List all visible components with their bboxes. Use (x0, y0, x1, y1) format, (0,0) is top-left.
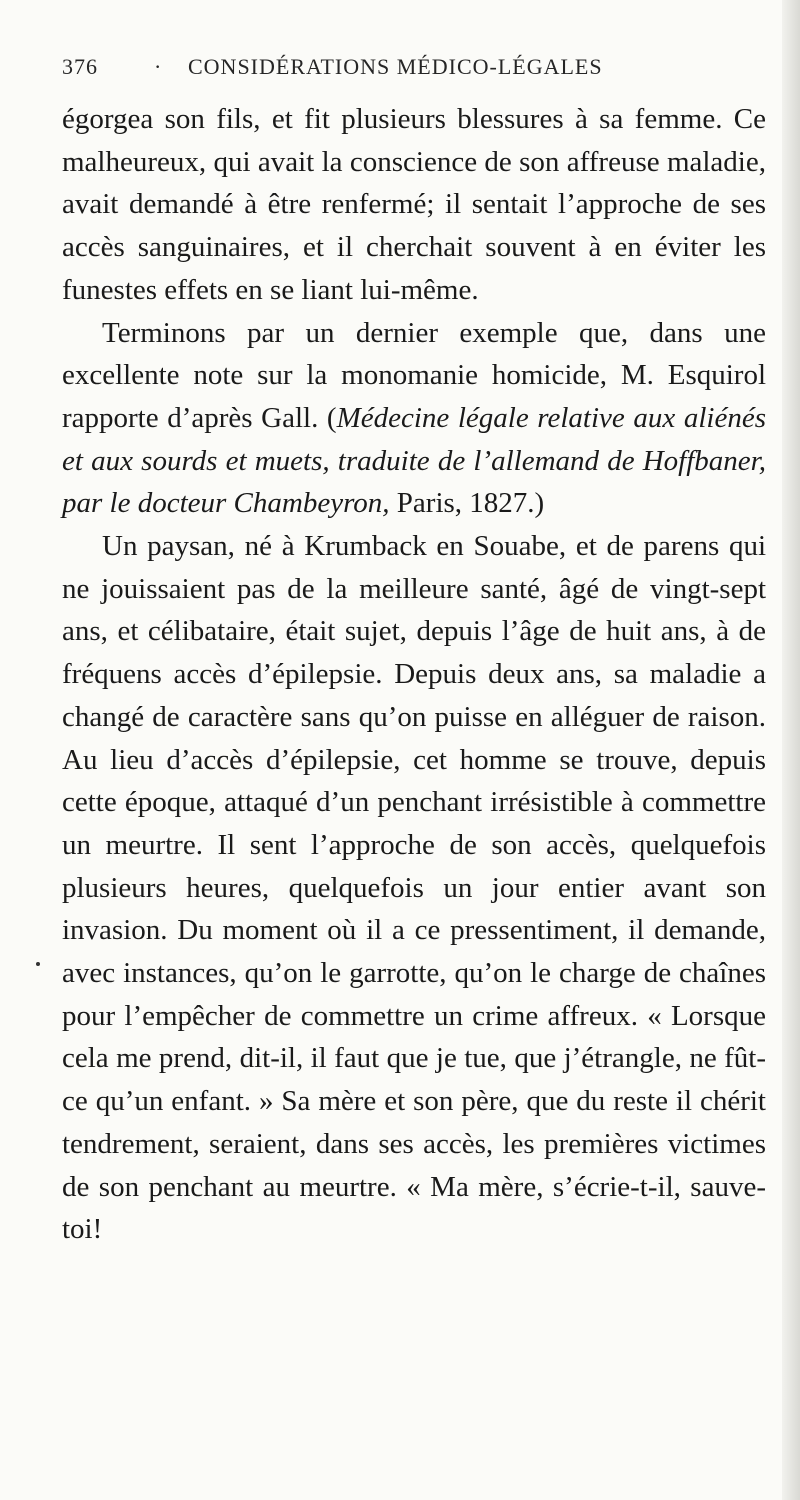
header-separator: · (154, 54, 163, 79)
page-number: 376 (62, 54, 98, 79)
paragraph-text: Terminons par un dernier exemple que, dans une excellente note sur la monomanie homicide, M. Esquirol rapporte d’après Gall. ( (62, 316, 766, 434)
running-head: CONSIDÉRATIONS MÉDICO-LÉGALES (188, 54, 603, 79)
page-body (62, 98, 766, 1251)
citation-italic: Médecine légale relative aux aliénés et aux sourds et muets, traduite de l’allemand de Hoffbaner, par le docteur Chambeyron, (62, 401, 766, 520)
page-header (62, 54, 766, 98)
paragraph-continued: égorgea son fils, et fit plusieurs blessures à sa femme. Ce malheureux, qui avait la conscience de son affreuse maladie, avait demandé à être renfermé; il sentait l’approche de ses accès sanguinaires, et il cherchait souvent à en éviter les funestes effets en se liant lui-même. (62, 103, 766, 306)
paragraph-text-end: Paris, 1827.) (389, 487, 545, 520)
paragraph-esquirol (62, 312, 766, 526)
stray-ink-dot (36, 962, 40, 966)
paragraph-paysan: Un paysan, né à Krumback en Souabe, et de parens qui ne jouissaient pas de la meilleure santé, âgé de vingt-sept ans, et célibataire, était sujet, depuis l’âge de huit ans, à de fréquens accès d’épilepsie. Depuis deux ans, sa maladie a changé de caractère sans qu’on puisse en alléguer de raison. Au lieu d’accès d’épilepsie, cet homme se trouve, depuis cette époque, attaqué d’un penchant irrésistible à commettre un meurtre. Il sent l’approche de son accès, quelquefois plusieurs heures, quelquefois un jour entier avant son invasion. Du moment où il a ce pressentiment, il demande, avec instances, qu’on le garrotte, qu’on le charge de chaînes pour l’empêcher de commettre un crime affreux. « Lorsque cela me prend, dit-il, il faut que je tue, que j’étrangle, ne fût-ce qu’un enfant. » Sa mère et son père, que du reste il chérit tendrement, seraient, dans ses accès, les premières victimes de son penchant au meurtre. « Ma mère, s’écrie-t-il, sauve-toi! (62, 530, 766, 1246)
page-edge-shadow (782, 0, 800, 1500)
